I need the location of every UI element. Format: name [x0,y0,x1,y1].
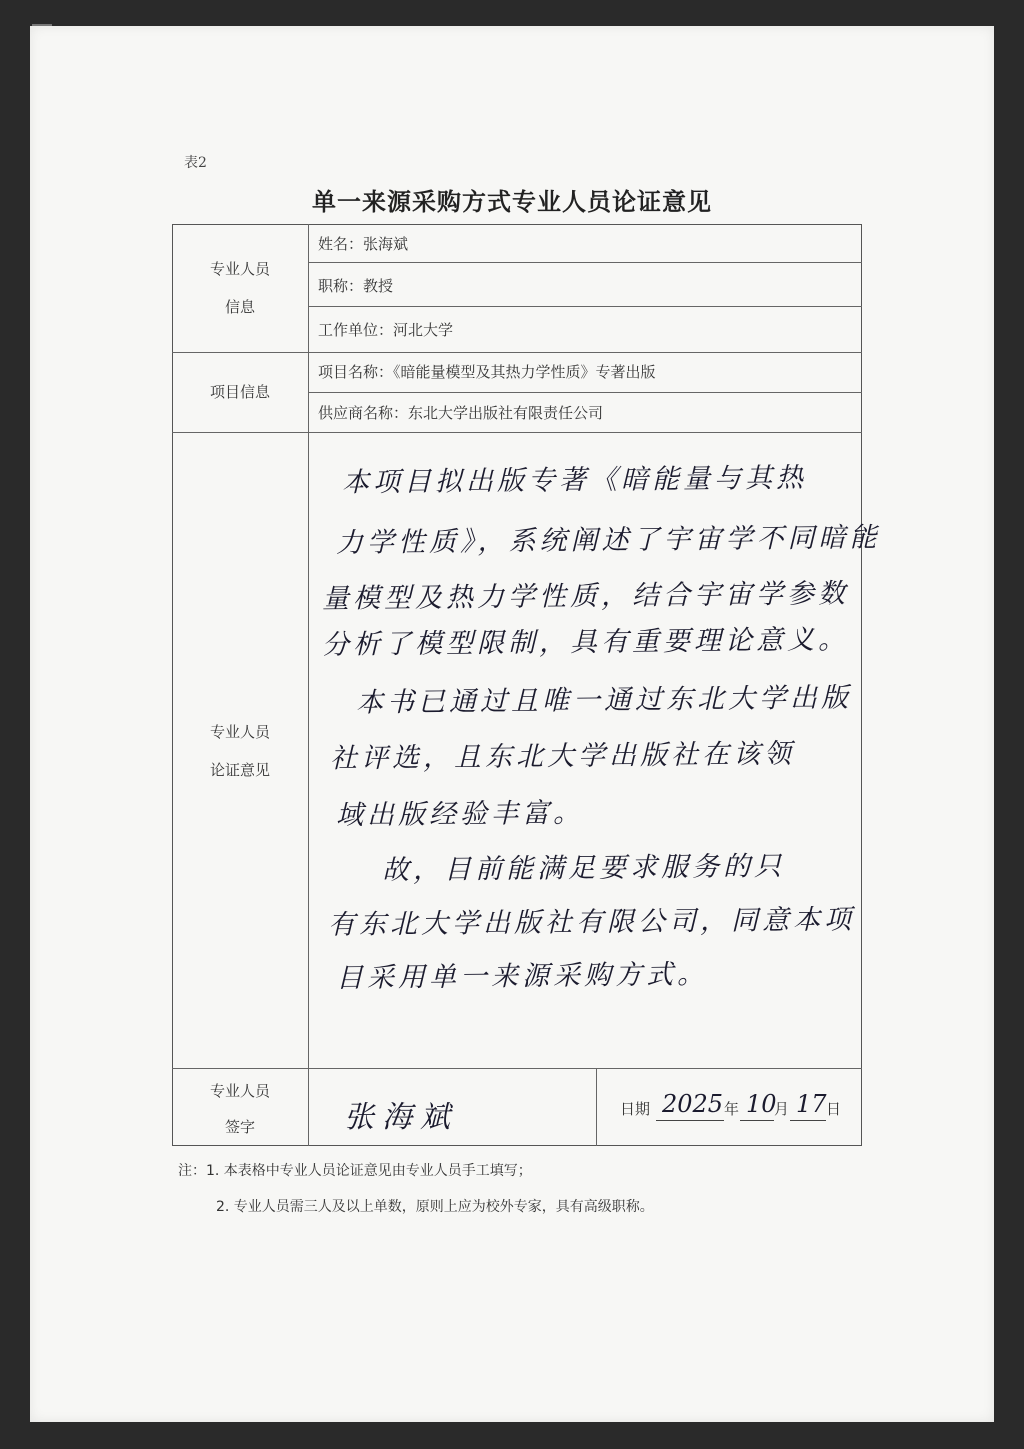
signature-label-line2: 签字 [224,1118,255,1136]
expert-info-label-line2: 信息 [224,298,255,316]
handwritten-line: 目采用单一来源采购方式。 [335,959,709,994]
expert-info-label-line1: 专业人员 [209,260,270,278]
project-name: 项目名称：《暗能量模型及其热力学性质》专著出版 [318,363,656,381]
row-divider [308,306,862,307]
project-info-label: 项目信息 [209,383,270,401]
row-divider [172,1068,862,1069]
handwritten-line: 故，目前能满足要求服务的只 [381,850,786,887]
handwritten-line: 量模型及热力学性质，结合宇宙学参数 [321,578,850,615]
opinion-label-line1: 专业人员 [209,723,270,741]
handwritten-line: 力学性质》，系统阐述了宇宙学不同暗能 [335,522,881,559]
date-label: 日期 [620,1100,651,1118]
opinion-label-line2: 论证意见 [209,761,270,779]
column-divider [596,1068,597,1146]
handwritten-line: 社评选，且东北大学出版社在该领 [329,738,796,775]
expert-employer: 工作单位：河北大学 [318,321,454,339]
handwritten-line: 有东北大学出版社有限公司，同意本项 [327,904,856,941]
handwritten-line: 本项目拟出版专著《暗能量与其热 [341,462,808,499]
month-underline [740,1120,774,1121]
handwritten-line: 域出版经验丰富。 [335,797,585,832]
date-year: 2025 [662,1090,724,1118]
row-divider [172,352,862,353]
row-divider [172,432,862,433]
row-divider [308,392,862,393]
handwritten-line: 本书已通过且唯一通过东北大学出版 [355,682,853,719]
day-underline [790,1120,826,1121]
month-unit: 月 [774,1100,790,1118]
column-divider [308,224,309,1146]
expert-title: 职称：教授 [318,277,394,295]
scan-mark [32,24,52,26]
year-underline [656,1120,724,1121]
form-title: 单一来源采购方式专业人员论证意见 [312,188,712,216]
day-unit: 日 [826,1100,842,1118]
note-1: 注：1. 本表格中专业人员论证意见由专业人员手工填写； [178,1163,532,1179]
table-number: 表2 [184,155,207,171]
year-unit: 年 [724,1100,740,1118]
signature-label-line1: 专业人员 [209,1082,270,1100]
expert-signature: 张海斌 [344,1100,458,1135]
row-divider [308,262,862,263]
expert-name: 姓名：张海斌 [318,235,409,253]
note-2: 2. 专业人员需三人及以上单数，原则上应为校外专家，具有高级职称。 [216,1199,654,1215]
supplier-name: 供应商名称：东北大学出版社有限责任公司 [318,404,604,422]
handwritten-line: 分析了模型限制，具有重要理论意义。 [321,624,850,661]
date-month: 10 [746,1090,777,1118]
date-day: 17 [796,1090,827,1118]
